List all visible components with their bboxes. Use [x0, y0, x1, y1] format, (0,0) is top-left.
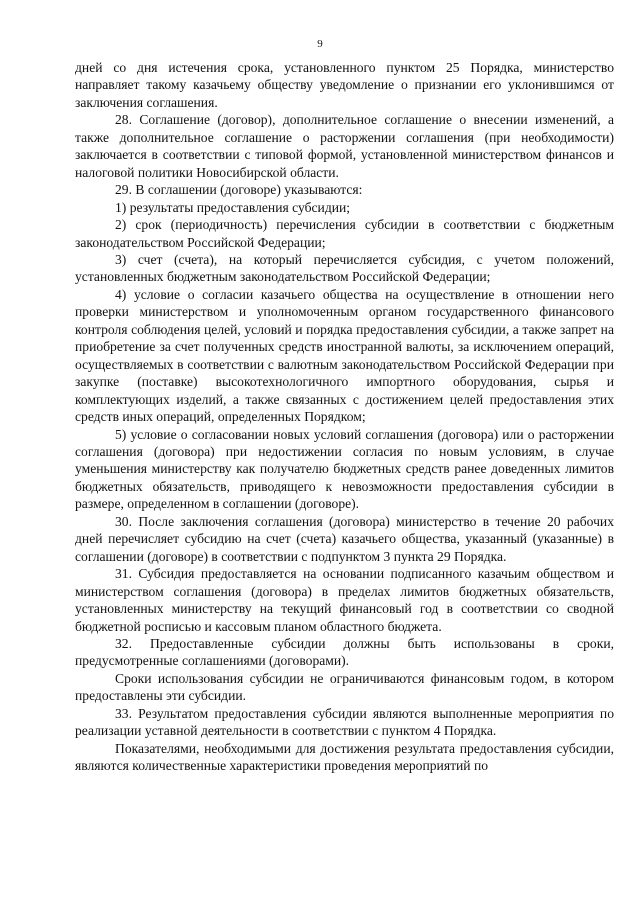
paragraph-33: 33. Результатом предоставления субсидии являются выполненные мероприятия по реализации уставной деятельности в соответствии с пунктом 4 Порядка.	[75, 705, 614, 739]
paragraph-32-note: Сроки использования субсидии не ограничиваются финансовым годом, в котором предоставлены эти субсидии.	[75, 670, 614, 704]
paragraph-31: 31. Субсидия предоставляется на основании подписанного казачьим обществом и министерством соглашения (договора) в пределах лимитов бюджетных обязательств, установленных министерству на текущий финансовый год в соответствии со сводной бюджетной росписью и кассовым планом областного бюджета.	[75, 566, 614, 634]
page-number: 9	[317, 38, 323, 50]
paragraph-29-item-2: 2) срок (периодичность) перечисления субсидии в соответствии с бюджетным законодательством Российской Федерации;	[75, 217, 614, 250]
paragraph-29-item-3: 3) счет (счета), на который перечисляется субсидия, с учетом положений, установленных бюджетным законодательством Российской Федерации;	[75, 251, 614, 285]
paragraph-29-item-4: 4) условие о согласии казачьего общества на осуществление в отношении него проверки министерством и уполномоченным органом государственного финансового контроля соблюдения целей, условий и порядка предоставления субсидии, а также запрет на приобретение за счет полученных средств иностранной валюты, за исключением операций, осуществляемых в соответствии с валютным законодательством Российской Федерации при закупке (поставке) высокотехнологичного импортного оборудования, сырья и комплектующих изделий, а также связанных с достижением целей предоставления этих средств иных операций, определенных Порядком;	[75, 286, 614, 425]
paragraph-33-indicators: Показателями, необходимыми для достижения результата предоставления субсидии, являются количественные характеристики проведения мероприятий по	[75, 740, 614, 774]
paragraph-29-item-1: 1) результаты предоставления субсидии;	[115, 199, 351, 215]
paragraph-continuation: дней со дня истечения срока, установленного пунктом 25 Порядка, министерство направляет такому казачьему обществу уведомление о признании его уклонившимся от заключения соглашения.	[75, 60, 614, 110]
paragraph-32: 32. Предоставленные субсидии должны быть использованы в сроки, предусмотренные соглашениями (договорами).	[75, 635, 614, 669]
paragraph-29: 29. В соглашении (договоре) указываются:	[115, 182, 363, 198]
paragraph-28: 28. Соглашение (договор), дополнительное соглашение о внесении изменений, а также дополнительное соглашение о расторжении соглашения (при необходимости) заключается в соответствии с типовой формой, установленной министерством финансов и налоговой политики Новосибирской области.	[75, 112, 614, 180]
paragraph-30: 30. После заключения соглашения (договора) министерство в течение 20 рабочих дней перечисляет субсидию на счет (счета) казачьего общества, указанный (указанные) в соглашении (договоре) в соответствии с подпунктом 3 пункта 29 Порядка.	[75, 513, 614, 564]
document-body	[75, 59, 614, 775]
paragraph-29-item-5: 5) условие о согласовании новых условий соглашения (договора) или о расторжении соглашения (договора) при недостижении согласия по новым условиям, в случае уменьшения министерству как получателю бюджетных средств ранее доведенных лимитов бюджетных обязательств, приводящего к невозможности предоставления субсидии в размере, определенном в соглашении (договоре).	[75, 426, 614, 512]
